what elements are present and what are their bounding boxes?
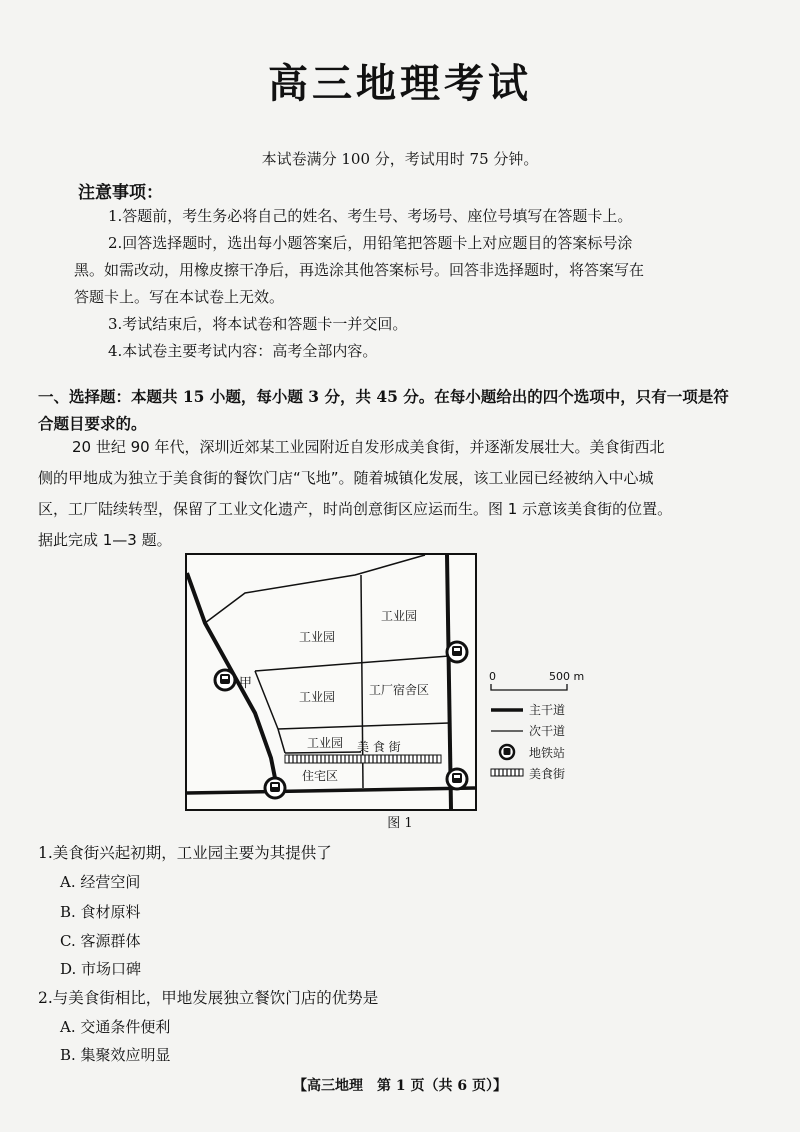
passage-line: 侧的甲地成为独立于美食街的餐饮门店“飞地”。随着城镇化发展，该工业园已经被纳入中心城 [38, 469, 654, 487]
food-street-bar [285, 755, 441, 763]
question-1-option-c: C. 客源群体 [60, 932, 141, 950]
map-label-industrial-park: 工业园 [381, 609, 418, 623]
legend-food-street-symbol [491, 769, 523, 776]
scale-zero: 0 [489, 670, 496, 683]
scale-bar [491, 684, 567, 690]
notice-line: 2.回答选择题时，选出每小题答案后，用铅笔把答题卡上对应题目的答案标号涂 [108, 234, 633, 252]
map-legend [487, 668, 597, 790]
question-2-stem: 2.与美食街相比，甲地发展独立餐饮门店的优势是 [38, 989, 379, 1007]
notice-line: 1.答题前，考生务必将自己的姓名、考生号、考场号、座位号填写在答题卡上。 [108, 207, 633, 225]
food-street-map [185, 553, 477, 815]
map-svg [185, 553, 477, 811]
legend-subway-label: 地铁站 [529, 746, 566, 760]
question-1-option-a: A. 经营空间 [60, 873, 141, 891]
subway-station-icon [265, 778, 285, 798]
section-heading: 一、选择题：本题共 15 小题，每小题 3 分，共 45 分。在每小题给出的四个选项中，只有一项是符合题目要求的。 [38, 387, 729, 433]
map-label-residential: 住宅区 [302, 769, 339, 783]
passage-line: 据此完成 1—3 题。 [38, 531, 172, 549]
scale-distance: 500 m [549, 670, 585, 683]
map-label-industrial-park: 工业园 [299, 690, 336, 704]
map-label-industrial-park: 工业园 [299, 630, 336, 644]
secondary-road-4 [285, 752, 361, 753]
reading-passage [38, 432, 738, 556]
notice-line: 3.考试结束后，将本试卷和答题卡一并交回。 [108, 315, 408, 333]
figure-caption: 图 1 [387, 816, 413, 831]
question-2-option-a: A. 交通条件便利 [60, 1018, 171, 1036]
legend-subway-icon [500, 745, 514, 759]
map-label-food-street: 美 食 街 [357, 740, 401, 754]
exam-title: 高三地理考试 [268, 61, 532, 107]
legend-secondary-road-label: 次干道 [529, 724, 566, 738]
legend-main-road-label: 主干道 [529, 703, 566, 717]
subway-station-icon [447, 642, 467, 662]
notice-heading: 注意事项： [78, 183, 163, 203]
notice-line: 4.本试卷主要考试内容：高考全部内容。 [108, 342, 378, 360]
subway-station-icon [215, 670, 235, 690]
notice-line: 黑。如需改动，用橡皮擦干净后，再选涂其他答案标号。回答非选择题时，将答案写在 [74, 261, 645, 279]
question-2-option-b: B. 集聚效应明显 [60, 1046, 171, 1064]
page-footer: 【高三地理 第 1 页（共 6 页）】 [293, 1078, 507, 1094]
question-1-option-d: D. 市场口碑 [60, 960, 142, 978]
legend-svg [487, 668, 597, 786]
legend-food-street-label: 美食街 [529, 767, 566, 781]
notice-line: 答题卡上。写在本试卷上无效。 [74, 288, 285, 306]
passage-line: 20 世纪 90 年代，深圳近郊某工业园附近自发形成美食街，并逐渐发展壮大。美食街西北 [72, 438, 665, 456]
question-1-stem: 1.美食街兴起初期，工业园主要为其提供了 [38, 844, 332, 862]
question-1-option-b: B. 食材原料 [60, 903, 141, 921]
passage-line: 区，工厂陆续转型，保留了工业文化遗产，时尚创意街区应运而生。图 1 示意该美食街的位置。 [38, 500, 673, 518]
map-label-industrial-park: 工业园 [307, 736, 344, 750]
map-label-dormitory: 工厂宿舍区 [369, 683, 430, 697]
map-label-jia: 甲 [239, 676, 253, 691]
subway-station-icon [447, 769, 467, 789]
exam-info: 本试卷满分 100 分，考试用时 75 分钟。 [261, 150, 539, 168]
